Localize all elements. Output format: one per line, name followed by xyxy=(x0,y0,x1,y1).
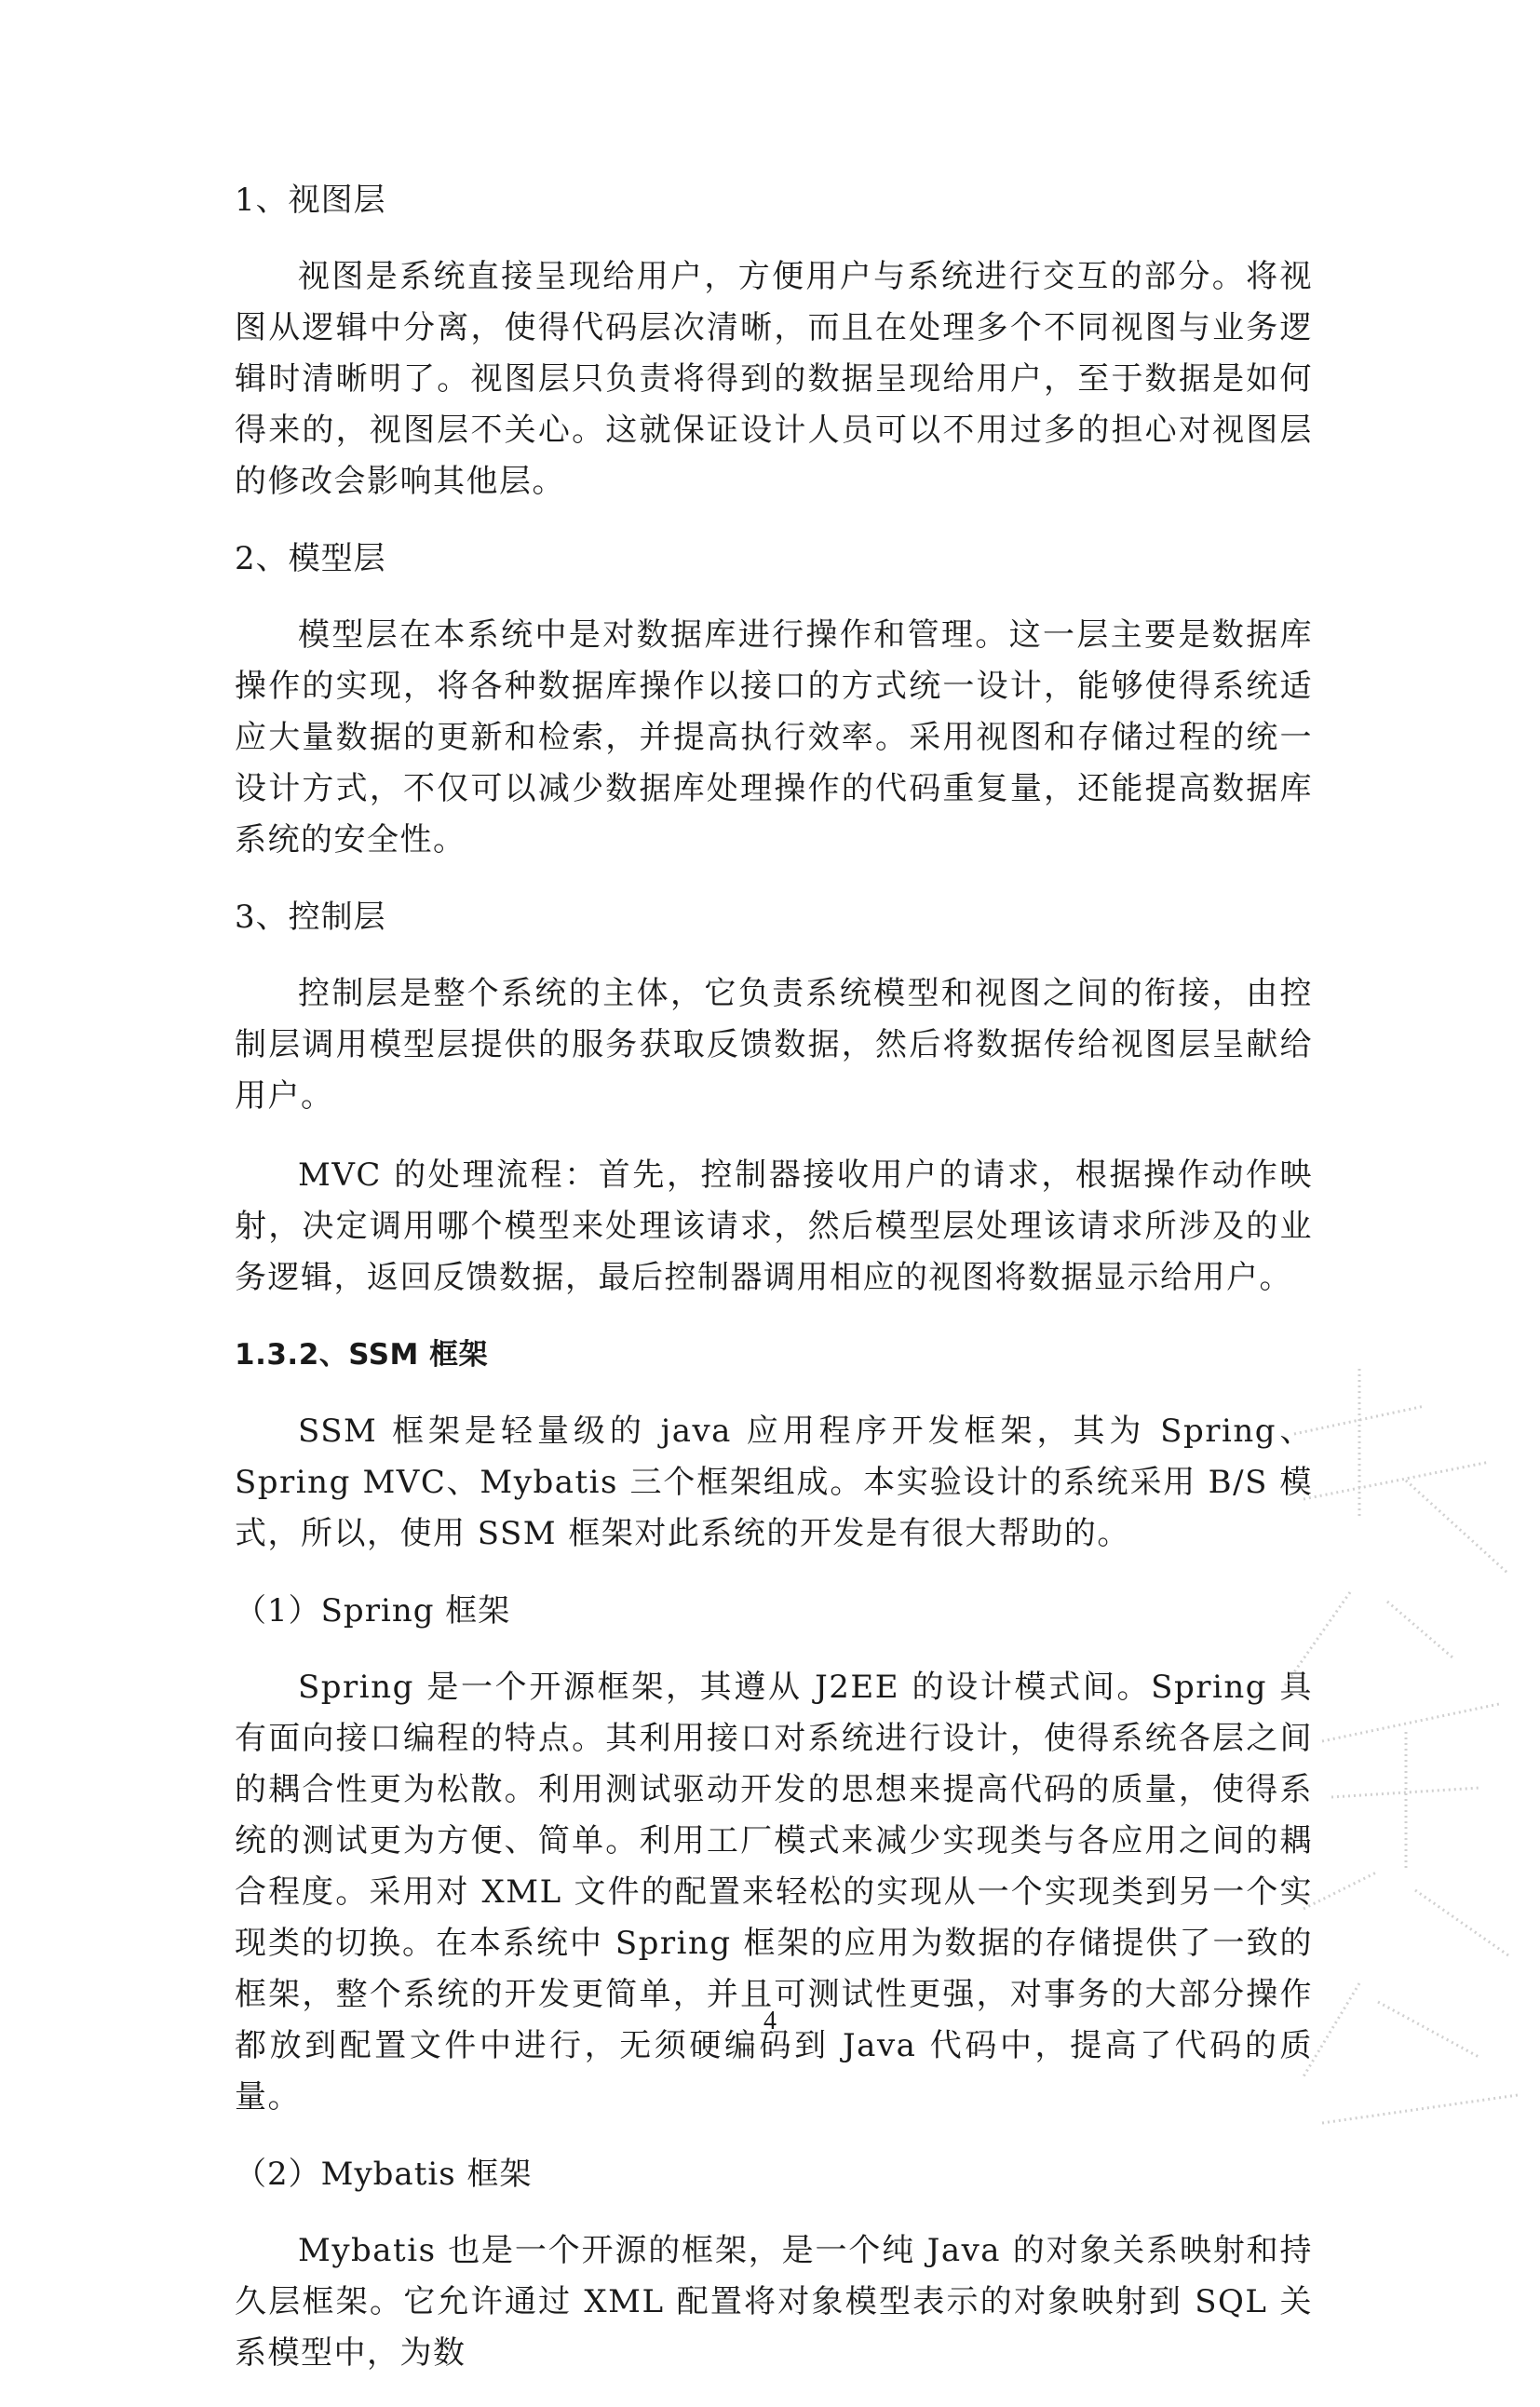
mvc-flow-paragraph: MVC 的处理流程：首先，控制器接收用户的请求，根据操作动作映射，决定调用哪个模型来处理该请求，然后模型层处理该请求所涉及的业务逻辑，返回反馈数据，最后控制器调用相应的视图将数据显示给用户。 xyxy=(235,1156,1313,1296)
view-layer-paragraph: 视图是系统直接呈现给用户，方便用户与系统进行交互的部分。将视图从逻辑中分离，使得代码层次清晰，而且在处理多个不同视图与业务逻辑时清晰明了。视图层只负责将得到的数据呈现给用户，至于数据是如何得来的，视图层不关心。这就保证设计人员可以不用过多的担心对视图层的修改会影响其他层。 xyxy=(235,258,1313,500)
view-layer-heading: 1、视图层 xyxy=(235,182,386,219)
spring-paragraph: Spring 是一个开源框架，其遵从 J2EE 的设计模式间。Spring 具有面向接口编程的特点。其利用接口对系统进行设计，使得系统各层之间的耦合性更为松散。利用测试驱动开发的思想来提高代码的质量，使得系统的测试更为方便、简单。利用工厂模式来减少实现类与各应用之间的耦合程度。采用对 XML 文件的配置来轻松的实现从一个实现类到另一个实现类的切换。在本系统中 Spring 框架的应用为数据的存储提供了一致的框架，整个系统的开发更简单，并且可测试性更强，对事务的大部分操作都放到配置文件中进行，无须硬编码到 Java 代码中，提高了代码的质量。 xyxy=(235,1669,1313,2116)
model-layer-heading: 2、模型层 xyxy=(235,540,386,577)
mybatis-heading: （2）Mybatis 框架 xyxy=(235,2156,533,2193)
mybatis-paragraph: Mybatis 也是一个开源的框架，是一个纯 Java 的对象关系映射和持久层框架。它允许通过 XML 配置将对象模型表示的对象映射到 SQL 关系模型中，为数 xyxy=(235,2232,1313,2372)
ssm-section-title: 1.3.2、SSM 框架 xyxy=(235,1338,489,1372)
spring-heading: （1）Spring 框架 xyxy=(235,1592,511,1629)
document-body xyxy=(235,177,1313,2407)
model-layer-paragraph: 模型层在本系统中是对数据库进行操作和管理。这一层主要是数据库操作的实现，将各种数据库操作以接口的方式统一设计，能够使得系统适应大量数据的更新和检索，并提高执行效率。采用视图和存储过程的统一设计方式，不仅可以减少数据库处理操作的代码重复量，还能提高数据库系统的安全性。 xyxy=(235,616,1313,859)
control-layer-paragraph: 控制层是整个系统的主体，它负责系统模型和视图之间的衔接，由控制层调用模型层提供的服务获取反馈数据，然后将数据传给视图层呈献给用户。 xyxy=(235,975,1313,1115)
page-number: 4 xyxy=(763,2007,777,2035)
control-layer-heading: 3、控制层 xyxy=(235,899,386,936)
ssm-paragraph: SSM 框架是轻量级的 java 应用程序开发框架，其为 Spring、Spring MVC、Mybatis 三个框架组成。本实验设计的系统采用 B/S 模式，所以，使用 SSM 框架对此系统的开发是有很大帮助的。 xyxy=(235,1413,1313,1552)
